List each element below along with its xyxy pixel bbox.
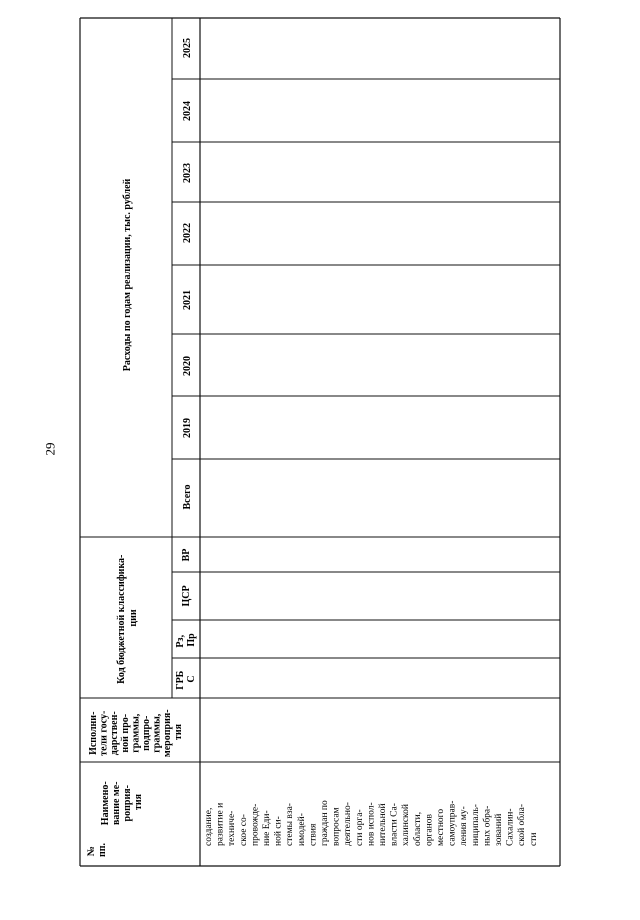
row-name-line: ние Еди- xyxy=(262,810,272,846)
col-2023-label: 2023 xyxy=(182,163,193,183)
row-name-line: стемы вза- xyxy=(285,803,296,846)
row-name-line: развитие и xyxy=(215,802,226,846)
row-name-line: нительной xyxy=(378,803,388,846)
row-name-line: ления му- xyxy=(459,806,470,846)
row-name-line: власти Са- xyxy=(389,803,400,846)
row-name-text xyxy=(204,800,539,846)
header-executors-cell xyxy=(88,707,184,757)
row-name-line: вопросам xyxy=(331,807,342,846)
col-vr-label: ВР xyxy=(181,548,192,562)
header-expenses-text: Расходы по годам реализации, тыс. рублей xyxy=(122,178,133,372)
header-budget-code-text: Код бюджетной классифика- ции xyxy=(116,554,139,684)
row-name-line: техниче- xyxy=(227,810,238,846)
row-name-line: области, xyxy=(412,811,423,846)
header-budget-code-cell xyxy=(116,552,139,684)
row-name-line: граждан по xyxy=(320,800,330,846)
row-name-line: ных обра- xyxy=(482,805,493,846)
row-name-line: сти xyxy=(528,832,539,846)
row-name-line: сти орга- xyxy=(354,809,365,846)
row-name-line: ское со- xyxy=(238,814,249,846)
row-name-line: местного xyxy=(436,808,447,846)
header-number-text: № пп. xyxy=(86,842,108,858)
col-total-label: Всего xyxy=(182,484,193,510)
row-name-line: создание, xyxy=(204,807,214,846)
row-name-line: нов испол- xyxy=(366,802,377,846)
header-name-cell xyxy=(100,779,144,825)
col-2021-label: 2021 xyxy=(182,290,193,310)
header-number-cell xyxy=(86,842,108,857)
row-name-line: ной си- xyxy=(273,816,284,846)
col-2025-label: 2025 xyxy=(182,38,193,58)
row-name-line: халинской xyxy=(401,803,412,846)
row-name-line: деятельно- xyxy=(343,802,354,846)
row-name-line: органов xyxy=(424,814,435,846)
row-name-line: Сахалин- xyxy=(505,808,516,846)
row-name-line: зований xyxy=(494,813,505,846)
header-name-text: Наимено- вание ме- роприя- тия xyxy=(100,781,144,826)
row-name-line: ниципаль- xyxy=(470,804,481,846)
row-name-line: имодей- xyxy=(296,813,307,846)
header-executors-text: Исполни- тели госу- дарствен- ной про- граммы, подпро- граммы, мероприя- тия xyxy=(88,709,184,758)
col-2019-label: 2019 xyxy=(182,418,193,438)
page-number-text: 29 xyxy=(42,442,57,456)
row-name-line: провожде- xyxy=(250,803,261,846)
col-rz-pr-label: Рз, Пр xyxy=(175,633,197,648)
row-name-line: ствия xyxy=(308,823,319,846)
row-name-line: ской обла- xyxy=(517,803,528,846)
col-tsr-label: ЦСР xyxy=(181,585,192,607)
col-2022-label: 2022 xyxy=(182,223,193,243)
col-grbs-label: ГРБ С xyxy=(175,670,197,690)
col-2024-label: 2024 xyxy=(182,101,193,121)
row-name-line: самоуправ- xyxy=(447,800,458,846)
col-2020-label: 2020 xyxy=(182,356,193,376)
